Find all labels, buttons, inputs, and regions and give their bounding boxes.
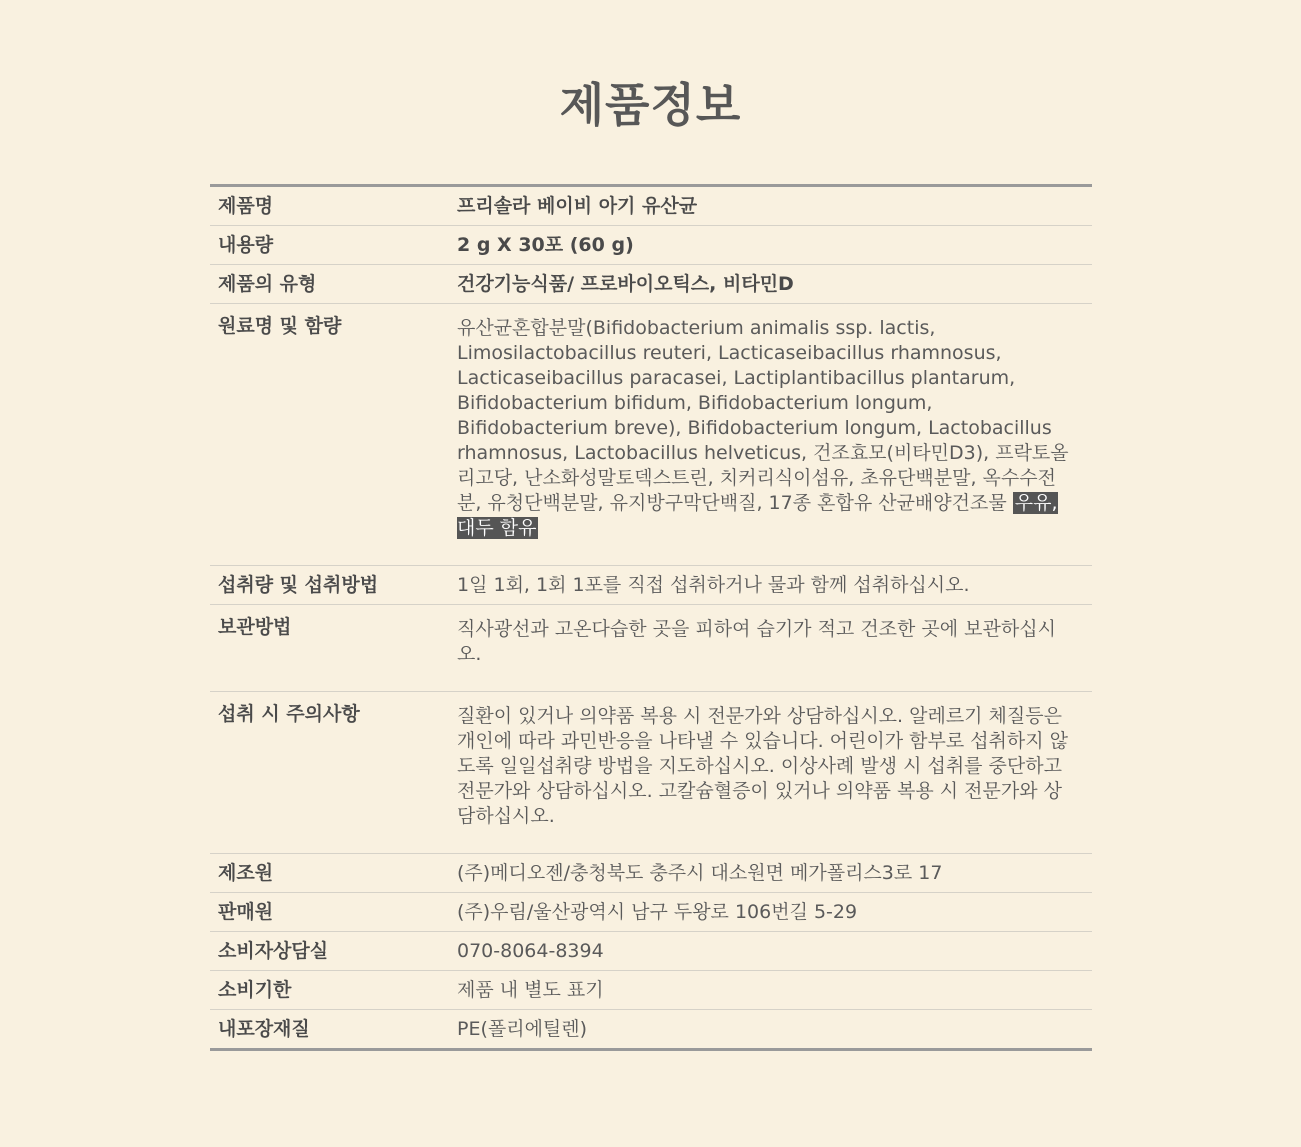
table-row-ingredients [210,304,1092,566]
row-value: 프리솔라 베이비 아기 유산균 [457,195,698,217]
row-value: 건강기능식품/ 프로바이오틱스, 비타민D [457,273,794,295]
row-label: 소비기한 [218,979,292,1001]
table-row-customer-center [210,932,1092,971]
row-label: 제조원 [218,862,274,884]
row-label: 내포장재질 [218,1018,310,1040]
row-value: (주)메디오젠/충청북도 충주시 대소원면 메가폴리스3로 17 [457,862,943,884]
row-label: 소비자상담실 [218,940,329,962]
row-label: 보관방법 [218,616,292,638]
table-row-seller [210,893,1092,932]
ingredients-text: 유산균혼합분말(Bifidobacterium animalis ssp. lactis, Limosilactobacillus reuteri, Lacticaseibacillus rhamnosus, Lacticaseibacillus paracasei, Lactiplantibacillus plantarum, Bifidobacterium bifidum, Bifidobacterium longum, Bifidobacterium breve), Bifidobacterium longum, Lactobacillus rhamnosus, Lactobacillus helveticus, 건조효모(비타민D3), 프락토올리고당, 난소화성말토덱스트린, 치커리식이섬유, 초유단백분말, 옥수수전분, 유청단백분말, 유지방구막단백질, 17종 혼합유 산균배양건조물 [457,317,1069,514]
table-row-precautions [210,692,1092,854]
row-value: 070-8064-8394 [457,940,604,962]
row-label: 판매원 [218,901,274,923]
table-row-intake-method [210,566,1092,605]
row-value: PE(폴리에틸렌) [457,1018,588,1040]
table-row-product-type [210,265,1092,304]
row-label: 제품명 [218,195,274,217]
table-row-product-name [210,187,1092,226]
table-row-content-amount [210,226,1092,265]
table-row-packaging-material [210,1010,1092,1048]
row-label: 원료명 및 함량 [218,315,342,337]
row-value: (주)우림/울산광역시 남구 두왕로 106번길 5-29 [457,901,858,923]
product-info-table [210,184,1092,1051]
row-value: 2 g X 30포 (60 g) [457,234,634,256]
row-value: 질환이 있거나 의약품 복용 시 전문가와 상담하십시오. 알레르기 체질등은 개인에 따라 과민반응을 나타낼 수 있습니다. 어린이가 함부로 섭취하지 않도록 일일섭취량 방법을 지도하십시오. 이상사례 발생 시 섭취를 중단하고 전문가와 상담하십시오. 고칼슘혈증이 있거나 의약품 복용 시 전문가와 상담하십시오. [457,705,1069,827]
table-row-manufacturer [210,854,1092,893]
row-label: 내용량 [218,234,274,256]
row-value [457,304,1092,565]
table-row-expiry [210,971,1092,1010]
row-label: 섭취 시 주의사항 [218,703,360,725]
row-label: 제품의 유형 [218,273,317,295]
table-row-storage [210,605,1092,692]
page-title: 제품정보 [559,78,742,132]
row-value: 직사광선과 고온다습한 곳을 피하여 습기가 적고 건조한 곳에 보관하십시오. [457,618,1056,665]
allergen-badge: 우유, 대두 함유 [457,492,1058,539]
row-value: 제품 내 별도 표기 [457,979,604,1001]
row-value: 1일 1회, 1회 1포를 직접 섭취하거나 물과 함께 섭취하십시오. [457,574,970,596]
row-label: 섭취량 및 섭취방법 [218,574,379,596]
